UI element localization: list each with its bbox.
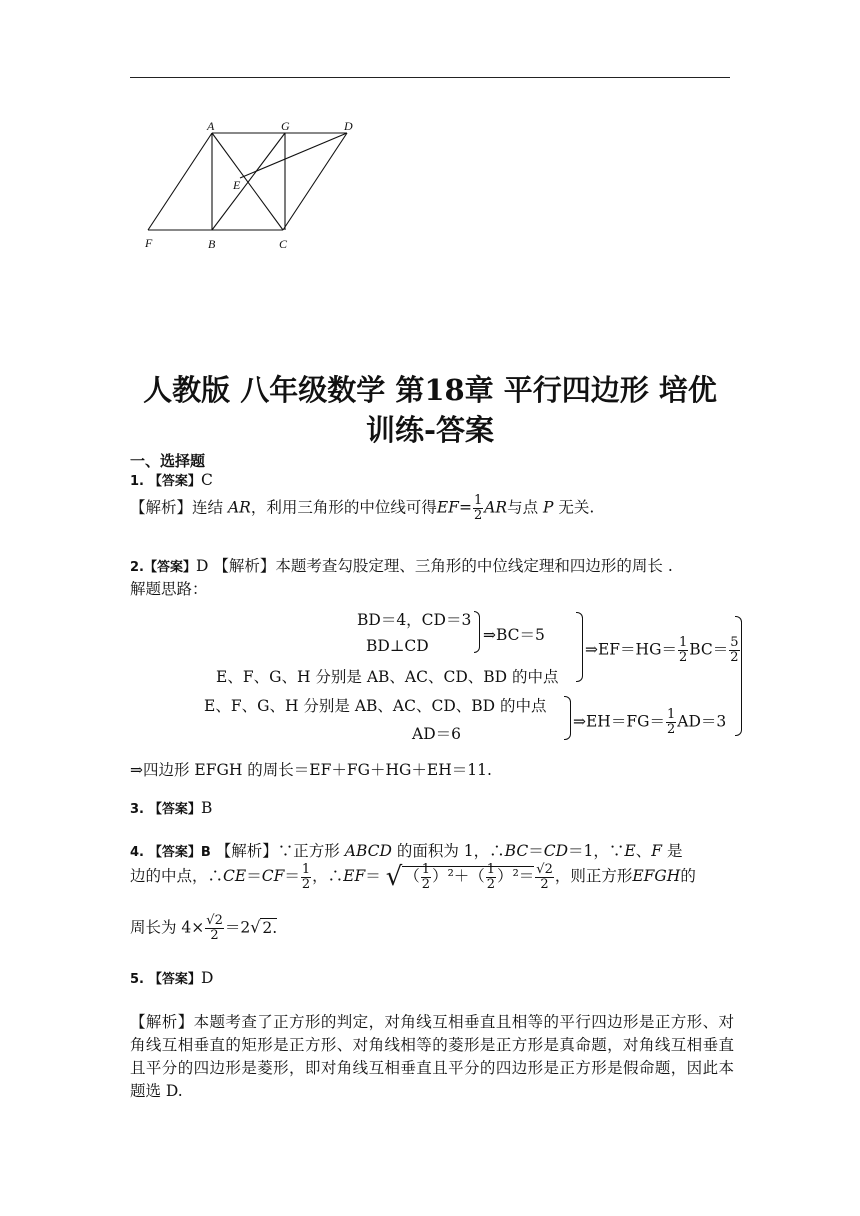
q4-text-h: ＝: [284, 867, 300, 885]
q5-answer: [130, 968, 213, 987]
q2-f1-den: 2: [678, 650, 688, 665]
q4-text-n: ，则正方形: [554, 867, 633, 885]
q4-text-a: ∵正方形: [277, 842, 340, 860]
q1-exp-text-d: 无关.: [558, 498, 595, 517]
q4-text-f: 是: [666, 842, 683, 860]
label-C: C: [279, 237, 288, 251]
brace-2: [576, 612, 583, 682]
q4-frt2-den: 2: [210, 928, 219, 943]
segment-AF: [148, 133, 212, 230]
q4-var-F: F: [651, 842, 662, 860]
label-F: F: [145, 236, 153, 250]
q2-row-3: E、F、G、H 分别是 AB、AC、CD、BD 的中点: [216, 668, 559, 686]
q4-line3-c: 2.: [262, 918, 278, 937]
q4-frac-1: [301, 863, 311, 892]
q2-f1-num: 1: [678, 635, 688, 650]
q5-answer-tag: 【答案】: [148, 972, 201, 987]
q1-exp-text-b: ，利用三角形的中位线可得: [250, 498, 437, 517]
q1-answer: [130, 470, 213, 489]
q2-f3-num: 1: [666, 707, 676, 722]
brace-3: [564, 696, 571, 740]
label-A: A: [207, 119, 215, 133]
q1-exp-text-c: 与点: [507, 498, 539, 517]
q1-answer-value: C: [200, 471, 213, 489]
q4-f1-den: 2: [301, 876, 311, 892]
geometry-figure: [140, 118, 370, 258]
q3-answer-tag: 【答案】: [148, 802, 201, 817]
q4-frt-num: √2: [536, 861, 553, 877]
q4-var-EFGH: EFGH: [632, 867, 681, 885]
brace-1: [474, 611, 480, 653]
q2-res3-b: AD＝3: [677, 712, 727, 731]
q1-var-EF: EF: [436, 498, 459, 517]
q4-frac-2: [421, 863, 431, 892]
header-rule: [130, 77, 730, 78]
q4-var-CE: CE: [223, 867, 247, 885]
q4-frt2-num: √2: [206, 913, 223, 928]
radical-sign: √: [385, 862, 403, 892]
q2-frac-half-1: [678, 636, 688, 665]
q4-f3-num: 1: [486, 861, 496, 877]
q4-text-e: 、: [635, 842, 652, 860]
q4-f3-den: 2: [486, 876, 496, 892]
q2-answer-tag: 【答案】: [143, 560, 196, 575]
q2-exp-tag: 【解析】: [213, 557, 276, 575]
page-title-line2: 训练-答案: [365, 413, 495, 447]
q2-result-bc: ⇒BC＝5: [483, 626, 545, 644]
q3-answer: [130, 798, 212, 817]
q2-res2-a: ⇒EF＝HG＝: [585, 640, 677, 659]
q2-result-ef: [585, 636, 741, 665]
q2-exp-text: 本题考查勾股定理、三角形的中位线定理和四边形的周长 .: [275, 557, 673, 575]
q4-var-BC: BC: [504, 842, 529, 860]
q4-frt-den: 2: [540, 876, 549, 892]
q4-text-i: ，∴: [312, 867, 344, 885]
q4-line-3: [130, 914, 277, 943]
q3-answer-value: B: [200, 799, 213, 817]
q2-f2-den: 2: [730, 650, 739, 665]
q4-text-d: ＝1，∵: [568, 842, 625, 860]
q4-text-j: ＝: [365, 867, 381, 885]
q4-f1-num: 1: [301, 861, 311, 877]
q1-fraction-half: [473, 494, 483, 523]
q2-result-eh: [573, 708, 726, 737]
q4-line-1: [130, 839, 682, 861]
q4-var-EF: EF: [343, 867, 366, 885]
q1-frac-den: 2: [473, 508, 483, 523]
q4-radicand: [402, 861, 535, 892]
q4-var-CD: CD: [543, 842, 569, 860]
q1-exp-tag: 【解析】: [130, 498, 193, 517]
q2-frac-half-2: [666, 708, 676, 737]
q1-exp-text-a: 连结: [192, 498, 224, 517]
q1-var-P: P: [543, 498, 554, 517]
q1-var-AR: AR: [227, 498, 251, 517]
q5-explanation: 【解析】本题考查了正方形的判定，对角线互相垂直且相等的平行四边形是正方形、对角线互相垂直的矩形是正方形、对角线相等的菱形是正方形是真命题，对角线互相垂直且平分的四边形是菱形，即对角线互相垂直且平分的四边形是正方形是假命题，因此本题选 D.: [130, 1013, 734, 1100]
q1-number: 1.: [130, 474, 144, 489]
q4-var-ABCD: ABCD: [344, 842, 392, 860]
q4-line3-b: ＝2: [224, 918, 251, 937]
q4-f2-den: 2: [421, 876, 431, 892]
label-G: G: [281, 119, 290, 133]
q2-res2-b: BC＝: [689, 640, 729, 659]
q4-text-m: ）²＝: [497, 867, 535, 885]
q4-text-g: ＝: [246, 867, 262, 885]
q4-var-CF: CF: [261, 867, 285, 885]
q1-answer-tag: 【答案】: [148, 474, 201, 489]
q4-var-E: E: [624, 842, 636, 860]
q2-answer-value: D: [196, 557, 209, 575]
q4-exp-tag: 【解析】: [215, 842, 278, 860]
segment-DE: [240, 133, 347, 178]
q2-row-2: BD⊥CD: [366, 637, 429, 655]
q2-answer: [130, 554, 673, 576]
q1-eq: =: [458, 498, 472, 517]
brace-outer: [735, 616, 742, 736]
q4-frac-3: [486, 863, 496, 892]
q4-frac-rt2: [535, 863, 554, 892]
q4-text-b: 的面积为 1，∴: [396, 842, 505, 860]
q1-explanation: [130, 494, 594, 523]
q2-idea: 解题思路：: [130, 580, 208, 598]
q4-line3-a: 周长为 4×: [130, 918, 205, 937]
q4-answer: 【答案】B: [148, 845, 211, 860]
q2-res3-a: ⇒EH＝FG＝: [573, 712, 665, 731]
q2-final: ⇒四边形 EFGH 的周长＝EF＋FG＋HG＋EH＝11.: [130, 761, 492, 779]
label-D: D: [344, 119, 353, 133]
q4-text-c: ＝: [528, 842, 544, 860]
q5-answer-value: D: [200, 969, 214, 987]
q2-number: 2.: [130, 560, 144, 575]
q2-f3-den: 2: [666, 722, 676, 737]
q2-f2-num: 5: [730, 635, 739, 650]
q4-f2-num: 1: [421, 861, 431, 877]
label-B: B: [208, 237, 216, 251]
q4-text-o: 的: [680, 867, 696, 885]
radical-sign-2: √: [250, 917, 261, 937]
q1-frac-num: 1: [473, 493, 483, 508]
q3-number: 3.: [130, 802, 144, 817]
q4-frac-rt2-b: [205, 914, 224, 943]
q4-number: 4.: [130, 845, 144, 860]
q4-text-l: ）²＋（: [432, 867, 485, 885]
q2-row-5: AD＝6: [412, 725, 461, 743]
page-title: 人教版 八年级数学 第18章 平行四边形 培优: [143, 373, 717, 407]
q2-row-4: E、F、G、H 分别是 AB、AC、CD、BD 的中点: [204, 697, 547, 715]
q4-text-k: （: [404, 867, 420, 885]
q4-line-2: [130, 862, 696, 892]
q2-row-1: BD＝4，CD＝3: [357, 611, 472, 629]
q4-line2-text: 边的中点，∴: [130, 867, 224, 885]
q5-number: 5.: [130, 972, 144, 987]
segment-DC: [283, 133, 347, 230]
q1-var-AR2: AR: [484, 498, 508, 517]
label-E: E: [233, 178, 241, 192]
section-heading: 一、选择题: [130, 452, 206, 470]
